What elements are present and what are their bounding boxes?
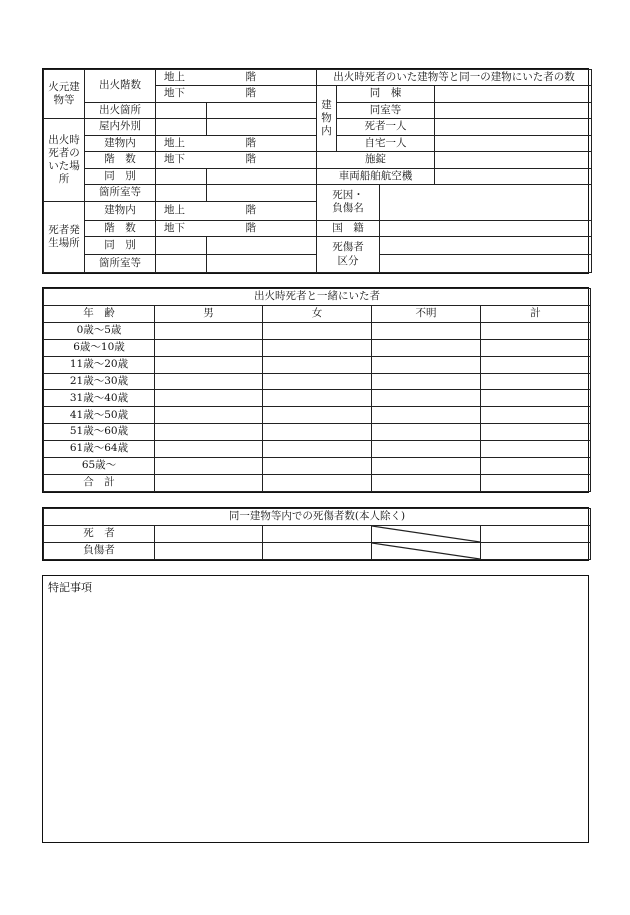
age-label: 51歳～60歳	[44, 424, 155, 441]
female-cell[interactable]	[263, 390, 372, 407]
total-cell[interactable]	[481, 441, 591, 458]
male-cell[interactable]	[155, 458, 263, 475]
same-diff-value-2[interactable]	[207, 168, 317, 184]
male-cell[interactable]	[155, 390, 263, 407]
age-label: 11歳～20歳	[44, 356, 155, 373]
locked-label: 施錠	[317, 152, 435, 168]
male-header: 男	[155, 305, 263, 322]
occ-room-value-2[interactable]	[207, 255, 317, 273]
above-ground-label: 地上	[164, 136, 185, 149]
total-cell[interactable]	[481, 474, 591, 491]
table-row	[44, 441, 591, 458]
companions-title: 出火時死者と一緒にいた者	[44, 289, 591, 306]
unknown-cell[interactable]	[372, 339, 481, 356]
fire-origin-header: 火元建物等	[44, 70, 85, 119]
floor-unit: 階	[245, 136, 256, 149]
female-cell[interactable]	[263, 322, 372, 339]
total-cell[interactable]	[481, 322, 591, 339]
total-cell[interactable]	[481, 526, 591, 543]
occ-same-diff-label: 同 別	[85, 237, 156, 255]
age-label: 6歳～10歳	[44, 339, 155, 356]
home-alone-label: 自宅一人	[337, 135, 435, 151]
age-label: 65歳～	[44, 458, 155, 475]
room-label: 箇所室等	[85, 185, 156, 201]
table-row	[44, 356, 591, 373]
male-cell[interactable]	[155, 322, 263, 339]
unknown-cell[interactable]	[372, 458, 481, 475]
inout-value-2[interactable]	[207, 119, 317, 135]
cause-value[interactable]	[380, 185, 592, 221]
table-row	[44, 458, 591, 475]
vehicle-label: 車両船舶航空機	[317, 168, 435, 184]
dead-alone-value[interactable]	[435, 119, 592, 135]
fire-location-value-2[interactable]	[207, 102, 317, 118]
total-cell[interactable]	[481, 543, 591, 560]
fire-floor-above-cell[interactable]	[156, 70, 317, 86]
diagonal-cell	[372, 526, 481, 543]
female-cell[interactable]	[263, 356, 372, 373]
casualty-category-value-2[interactable]	[380, 255, 592, 273]
bldg-floor-label-line2: 階 数	[85, 152, 156, 168]
in-building-side-label: 建物内	[317, 86, 337, 152]
total-cell[interactable]	[481, 424, 591, 441]
fire-floor-below-cell[interactable]	[156, 86, 317, 102]
above-ground-label: 地上	[164, 203, 185, 216]
female-cell[interactable]	[263, 407, 372, 424]
diagonal-line	[372, 543, 480, 559]
unknown-header: 不明	[372, 305, 481, 322]
female-cell[interactable]	[263, 474, 372, 491]
vehicle-value[interactable]	[435, 168, 592, 184]
inout-value[interactable]	[156, 119, 207, 135]
table-row	[44, 424, 591, 441]
occ-bldg-floor-line1: 建物内	[85, 201, 156, 220]
male-cell[interactable]	[155, 424, 263, 441]
total-cell[interactable]	[481, 390, 591, 407]
dead-alone-label: 死者一人	[337, 119, 435, 135]
companions-table	[43, 288, 591, 492]
unknown-cell[interactable]	[372, 424, 481, 441]
deaths-label: 死 者	[44, 526, 155, 543]
floor-unit: 階	[245, 87, 256, 100]
female-cell[interactable]	[263, 543, 372, 560]
casualties-title: 同一建物等内での死傷者数(本人除く)	[44, 509, 591, 526]
cause-label-line1: 死因・	[332, 189, 364, 202]
female-cell[interactable]	[263, 458, 372, 475]
notes-section[interactable]	[42, 575, 589, 843]
casualty-category-label	[317, 237, 380, 273]
female-cell[interactable]	[263, 526, 372, 543]
female-cell[interactable]	[263, 373, 372, 390]
same-building-value[interactable]	[435, 86, 592, 102]
locked-value[interactable]	[435, 152, 592, 168]
male-cell[interactable]	[155, 373, 263, 390]
age-label: 61歳～64歳	[44, 441, 155, 458]
male-cell[interactable]	[155, 526, 263, 543]
same-room-label: 同室等	[337, 102, 435, 118]
male-cell[interactable]	[155, 441, 263, 458]
below-ground-label: 地下	[164, 153, 185, 166]
diagonal-cell	[372, 543, 481, 560]
female-header: 女	[263, 305, 372, 322]
notes-label: 特記事項	[48, 581, 92, 594]
table-row	[44, 339, 591, 356]
death-floor-above-cell[interactable]	[156, 135, 317, 151]
unknown-cell[interactable]	[372, 356, 481, 373]
female-cell[interactable]	[263, 441, 372, 458]
age-label: 31歳～40歳	[44, 390, 155, 407]
same-diff-value[interactable]	[156, 168, 207, 184]
occ-room-value[interactable]	[156, 255, 207, 273]
male-cell[interactable]	[155, 339, 263, 356]
category-line2: 区分	[337, 254, 359, 267]
occ-floor-above-cell[interactable]	[156, 201, 317, 220]
death-place-header: 出火時死者のいた場所	[44, 119, 85, 201]
companions-header-row	[44, 305, 591, 322]
room-value-2[interactable]	[207, 185, 317, 201]
diagonal-line	[372, 526, 480, 542]
total-row	[44, 474, 591, 491]
table-row	[44, 390, 591, 407]
home-alone-value[interactable]	[435, 135, 592, 151]
table-row	[44, 526, 591, 543]
occurrence-place-header: 死者発生場所	[44, 201, 85, 273]
male-cell[interactable]	[155, 407, 263, 424]
nationality-label: 国 籍	[317, 220, 380, 236]
cause-label	[317, 185, 380, 221]
total-cell[interactable]	[481, 458, 591, 475]
casualty-category-value[interactable]	[380, 237, 592, 255]
fire-info-table	[43, 69, 592, 273]
table-row	[44, 373, 591, 390]
male-cell[interactable]	[155, 356, 263, 373]
total-header: 計	[481, 305, 591, 322]
total-cell[interactable]	[481, 356, 591, 373]
same-diff-label: 同 別	[85, 168, 156, 184]
same-building-label: 同 棟	[337, 86, 435, 102]
fire-location-label: 出火箇所	[85, 102, 156, 118]
death-floor-below-cell[interactable]	[156, 152, 317, 168]
floor-unit: 階	[245, 203, 256, 216]
same-room-value[interactable]	[435, 102, 592, 118]
male-cell[interactable]	[155, 474, 263, 491]
table-row	[44, 407, 591, 424]
female-cell[interactable]	[263, 339, 372, 356]
total-cell[interactable]	[481, 373, 591, 390]
above-ground-label: 地上	[164, 70, 185, 83]
unknown-cell[interactable]	[372, 373, 481, 390]
below-ground-label: 地下	[164, 221, 185, 234]
occ-bldg-floor-line2: 階 数	[85, 220, 156, 236]
occ-same-diff-value[interactable]	[156, 237, 207, 255]
age-label: 21歳～30歳	[44, 373, 155, 390]
age-header: 年 齢	[44, 305, 155, 322]
unknown-cell[interactable]	[372, 474, 481, 491]
below-ground-label: 地下	[164, 87, 185, 100]
right-section-header: 出火時死者のいた建物等と同一の建物にいた者の数	[317, 70, 592, 86]
casualties-table	[43, 508, 591, 560]
companions-section	[42, 287, 589, 493]
table-row	[44, 543, 591, 560]
cause-label-line2: 負傷名	[332, 202, 364, 215]
female-cell[interactable]	[263, 424, 372, 441]
injured-label: 負傷者	[44, 543, 155, 560]
male-cell[interactable]	[155, 543, 263, 560]
age-label: 0歳～5歳	[44, 322, 155, 339]
fire-location-value[interactable]	[156, 102, 207, 118]
casualties-section	[42, 507, 589, 561]
floor-unit: 階	[245, 70, 256, 83]
fire-floor-label: 出火階数	[85, 70, 156, 103]
occ-floor-below-cell[interactable]	[156, 220, 317, 236]
age-label: 41歳～50歳	[44, 407, 155, 424]
bldg-floor-label-line1: 建物内	[85, 135, 156, 151]
age-label: 合 計	[44, 474, 155, 491]
unknown-cell[interactable]	[372, 407, 481, 424]
total-cell[interactable]	[481, 339, 591, 356]
occ-same-diff-value-2[interactable]	[207, 237, 317, 255]
room-value[interactable]	[156, 185, 207, 201]
unknown-cell[interactable]	[372, 441, 481, 458]
nationality-value[interactable]	[380, 220, 592, 236]
table-row	[44, 322, 591, 339]
unknown-cell[interactable]	[372, 390, 481, 407]
fire-info-section	[42, 68, 589, 274]
unknown-cell[interactable]	[372, 322, 481, 339]
inout-label: 屋内外別	[85, 119, 156, 135]
floor-unit: 階	[245, 153, 256, 166]
category-line1: 死傷者	[332, 241, 364, 254]
floor-unit: 階	[245, 221, 256, 234]
total-cell[interactable]	[481, 407, 591, 424]
occ-room-label: 箇所室等	[85, 255, 156, 273]
